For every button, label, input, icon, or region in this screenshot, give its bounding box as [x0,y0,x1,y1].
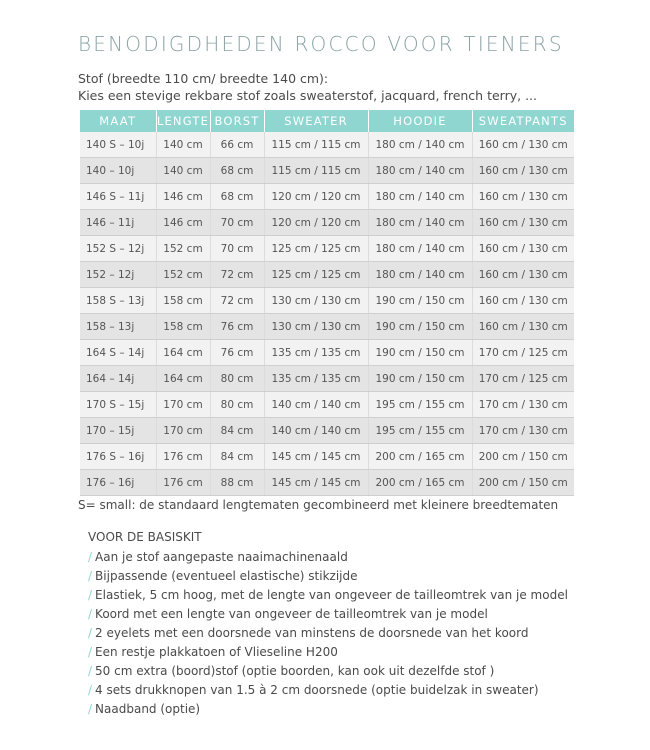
table-cell-maat: 176 – 16j [80,470,156,496]
list-item-text: Elastiek, 5 cm hoog, met de lengte van ongeveer de tailleomtrek van je model [95,588,568,602]
table-cell-sweater: 130 cm / 130 cm [264,288,368,314]
table-cell-lengte: 146 cm [156,210,210,236]
table-cell-borst: 70 cm [210,236,264,262]
table-cell-hoodie: 190 cm / 150 cm [368,366,472,392]
column-header-hoodie: HOODIE [368,110,472,132]
table-cell-borst: 68 cm [210,158,264,184]
list-item [88,643,568,662]
table-cell-borst: 84 cm [210,418,264,444]
table-cell-maat: 146 – 11j [80,210,156,236]
small-size-note: S= small: de standaard lengtematen gecombineerd met kleinere breedtematen [78,498,559,512]
table-cell-hoodie: 200 cm / 165 cm [368,444,472,470]
table-cell-borst: 72 cm [210,288,264,314]
slash-marker: / [88,550,93,564]
list-item-text: Koord met een lengte van ongeveer de tailleomtrek van je model [95,607,488,621]
table-cell-hoodie: 180 cm / 140 cm [368,236,472,262]
table-cell-sweater: 145 cm / 145 cm [264,444,368,470]
table-cell-sweatpants: 160 cm / 130 cm [472,184,574,210]
table-cell-lengte: 152 cm [156,236,210,262]
table-cell-sweater: 140 cm / 140 cm [264,392,368,418]
table-cell-maat: 146 S – 11j [80,184,156,210]
table-cell-hoodie: 180 cm / 140 cm [368,132,472,158]
slash-marker: / [88,607,93,621]
table-cell-hoodie: 190 cm / 150 cm [368,340,472,366]
table-cell-borst: 70 cm [210,210,264,236]
table-cell-maat: 164 – 14j [80,366,156,392]
table-row [80,392,574,418]
table-row [80,262,574,288]
table-cell-sweater: 125 cm / 125 cm [264,262,368,288]
table-cell-borst: 72 cm [210,262,264,288]
table-cell-maat: 152 – 12j [80,262,156,288]
table-cell-hoodie: 180 cm / 140 cm [368,210,472,236]
table-row [80,366,574,392]
table-cell-sweatpants: 160 cm / 130 cm [472,314,574,340]
table-cell-sweater: 120 cm / 120 cm [264,210,368,236]
table-cell-lengte: 164 cm [156,366,210,392]
table-cell-sweatpants: 160 cm / 130 cm [472,210,574,236]
list-item [88,548,568,567]
table-row [80,418,574,444]
table-cell-hoodie: 190 cm / 150 cm [368,288,472,314]
column-header-borst: BORST [210,110,264,132]
table-cell-maat: 140 – 10j [80,158,156,184]
table-cell-borst: 68 cm [210,184,264,210]
table-cell-borst: 76 cm [210,340,264,366]
table-cell-lengte: 164 cm [156,340,210,366]
list-item [88,586,568,605]
table-cell-borst: 76 cm [210,314,264,340]
table-cell-hoodie: 200 cm / 165 cm [368,470,472,496]
list-item [88,662,568,681]
table-cell-lengte: 140 cm [156,158,210,184]
table-cell-lengte: 146 cm [156,184,210,210]
slash-marker: / [88,683,93,697]
table-cell-sweatpants: 170 cm / 130 cm [472,392,574,418]
table-cell-sweatpants: 200 cm / 150 cm [472,470,574,496]
table-cell-lengte: 140 cm [156,132,210,158]
column-header-maat: MAAT [80,110,156,132]
list-item [88,624,568,643]
table-cell-sweater: 135 cm / 135 cm [264,340,368,366]
table-cell-sweater: 140 cm / 140 cm [264,418,368,444]
table-cell-borst: 80 cm [210,366,264,392]
table-row [80,314,574,340]
table-cell-lengte: 152 cm [156,262,210,288]
list-item [88,681,568,700]
list-item-text: Bijpassende (eventueel elastische) stikzijde [95,569,358,583]
size-table [80,110,574,496]
table-cell-sweatpants: 170 cm / 125 cm [472,340,574,366]
table-row [80,132,574,158]
column-header-lengte: LENGTE [156,110,210,132]
fabric-width-line: Stof (breedte 110 cm/ breedte 140 cm): [78,71,329,86]
page-title: BENODIGDHEDEN ROCCO VOOR TIENERS [78,32,564,56]
table-row [80,236,574,262]
table-cell-hoodie: 180 cm / 140 cm [368,184,472,210]
table-cell-maat: 140 S – 10j [80,132,156,158]
table-cell-sweatpants: 160 cm / 130 cm [472,288,574,314]
table-cell-hoodie: 180 cm / 140 cm [368,158,472,184]
table-cell-sweatpants: 160 cm / 130 cm [472,158,574,184]
table-cell-maat: 158 S – 13j [80,288,156,314]
slash-marker: / [88,588,93,602]
table-cell-sweatpants: 160 cm / 130 cm [472,236,574,262]
table-cell-lengte: 170 cm [156,418,210,444]
table-row [80,340,574,366]
table-cell-maat: 164 S – 14j [80,340,156,366]
list-item-text: 4 sets drukknopen van 1.5 à 2 cm doorsnede (optie buidelzak in sweater) [95,683,539,697]
size-table-header [80,110,574,132]
table-cell-sweatpants: 160 cm / 130 cm [472,132,574,158]
table-row [80,184,574,210]
slash-marker: / [88,569,93,583]
list-item-text: Aan je stof aangepaste naaimachinenaald [95,550,348,564]
header-row [80,110,574,132]
column-header-sweater: SWEATER [264,110,368,132]
list-item [88,700,568,719]
table-cell-borst: 80 cm [210,392,264,418]
list-item-text: 50 cm extra (boord)stof (optie boorden, kan ook uit dezelfde stof ) [95,664,495,678]
table-cell-hoodie: 195 cm / 155 cm [368,392,472,418]
list-item-text: Een restje plakkatoen of Vlieseline H200 [95,645,338,659]
slash-marker: / [88,702,93,716]
table-cell-sweatpants: 200 cm / 150 cm [472,444,574,470]
basic-kit-heading: VOOR DE BASISKIT [88,530,202,544]
table-cell-lengte: 158 cm [156,314,210,340]
slash-marker: / [88,664,93,678]
table-cell-sweater: 145 cm / 145 cm [264,470,368,496]
table-cell-sweatpants: 170 cm / 130 cm [472,418,574,444]
table-row [80,288,574,314]
table-cell-borst: 66 cm [210,132,264,158]
table-cell-hoodie: 190 cm / 150 cm [368,314,472,340]
list-item [88,605,568,624]
slash-marker: / [88,626,93,640]
table-cell-sweatpants: 160 cm / 130 cm [472,262,574,288]
fabric-intro [78,70,537,104]
table-cell-lengte: 176 cm [156,444,210,470]
basic-kit-list [88,548,568,719]
table-row [80,158,574,184]
table-cell-maat: 170 S – 15j [80,392,156,418]
list-item-text: 2 eyelets met een doorsnede van minstens de doorsnede van het koord [95,626,529,640]
column-header-sweatpants: SWEATPANTS [472,110,574,132]
table-row [80,210,574,236]
table-cell-borst: 84 cm [210,444,264,470]
table-cell-maat: 170 – 15j [80,418,156,444]
table-row [80,470,574,496]
table-cell-lengte: 170 cm [156,392,210,418]
table-cell-sweater: 120 cm / 120 cm [264,184,368,210]
table-cell-sweater: 135 cm / 135 cm [264,366,368,392]
list-item [88,567,568,586]
table-cell-sweatpants: 170 cm / 125 cm [472,366,574,392]
slash-marker: / [88,645,93,659]
table-cell-lengte: 158 cm [156,288,210,314]
table-cell-maat: 152 S – 12j [80,236,156,262]
table-cell-hoodie: 180 cm / 140 cm [368,262,472,288]
table-cell-hoodie: 195 cm / 155 cm [368,418,472,444]
table-cell-sweater: 125 cm / 125 cm [264,236,368,262]
table-row [80,444,574,470]
table-cell-sweater: 130 cm / 130 cm [264,314,368,340]
table-cell-maat: 158 – 13j [80,314,156,340]
list-item-text: Naadband (optie) [95,702,201,716]
table-cell-maat: 176 S – 16j [80,444,156,470]
size-table-body [80,132,574,496]
table-cell-sweater: 115 cm / 115 cm [264,132,368,158]
table-cell-borst: 88 cm [210,470,264,496]
table-cell-lengte: 176 cm [156,470,210,496]
table-cell-sweater: 115 cm / 115 cm [264,158,368,184]
fabric-advice-line: Kies een stevige rekbare stof zoals sweaterstof, jacquard, french terry, ... [78,88,537,103]
